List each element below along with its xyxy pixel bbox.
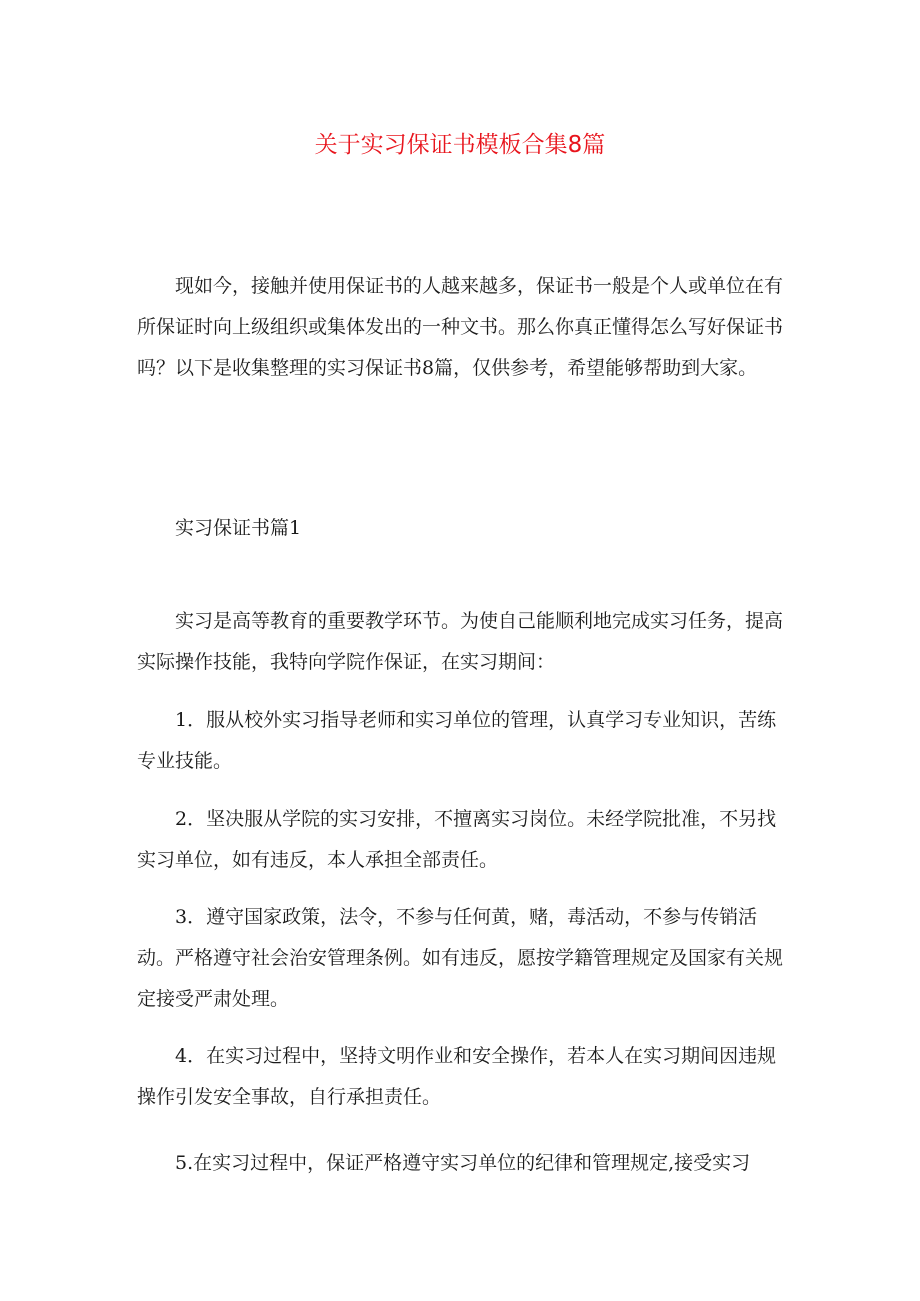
list-item: 4．在实习过程中，坚持文明作业和安全操作，若本人在实习期间因违规操作引发安全事故，自行承担责任。 — [137, 1045, 777, 1108]
list-item: 1．服从校外实习指导老师和实习单位的管理，认真学习专业知识，苦练专业技能。 — [137, 709, 777, 772]
section-heading: 实习保证书篇1 — [175, 517, 302, 539]
section-paragraph: 实习是高等教育的重要教学环节。为使自己能顺利地完成实习任务，提高实际操作技能，我特向学院作保证，在实习期间： — [137, 610, 784, 673]
document-title: 关于实习保证书模板合集8篇 — [314, 132, 606, 158]
intro-paragraph: 现如今，接触并使用保证书的人越来越多，保证书一般是个人或单位在有所保证时向上级组织或集体发出的一种文书。那么你真正懂得怎么写好保证书吗？以下是收集整理的实习保证书8篇，仅供参考，希望能够帮助到大家。 — [137, 275, 784, 379]
list-item: 5.在实习过程中，保证严格遵守实习单位的纪律和管理规定,接受实习 — [175, 1152, 751, 1174]
list-item: 3．遵守国家政策，法令，不参与任何黄，赌，毒活动，不参与传销活动。严格遵守社会治安管理条例。如有违反，愿按学籍管理规定及国家有关规定接受严肃处理。 — [137, 906, 784, 1010]
list-item: 2．坚决服从学院的实习安排，不擅离实习岗位。未经学院批准，不另找实习单位，如有违反，本人承担全部责任。 — [137, 808, 777, 871]
